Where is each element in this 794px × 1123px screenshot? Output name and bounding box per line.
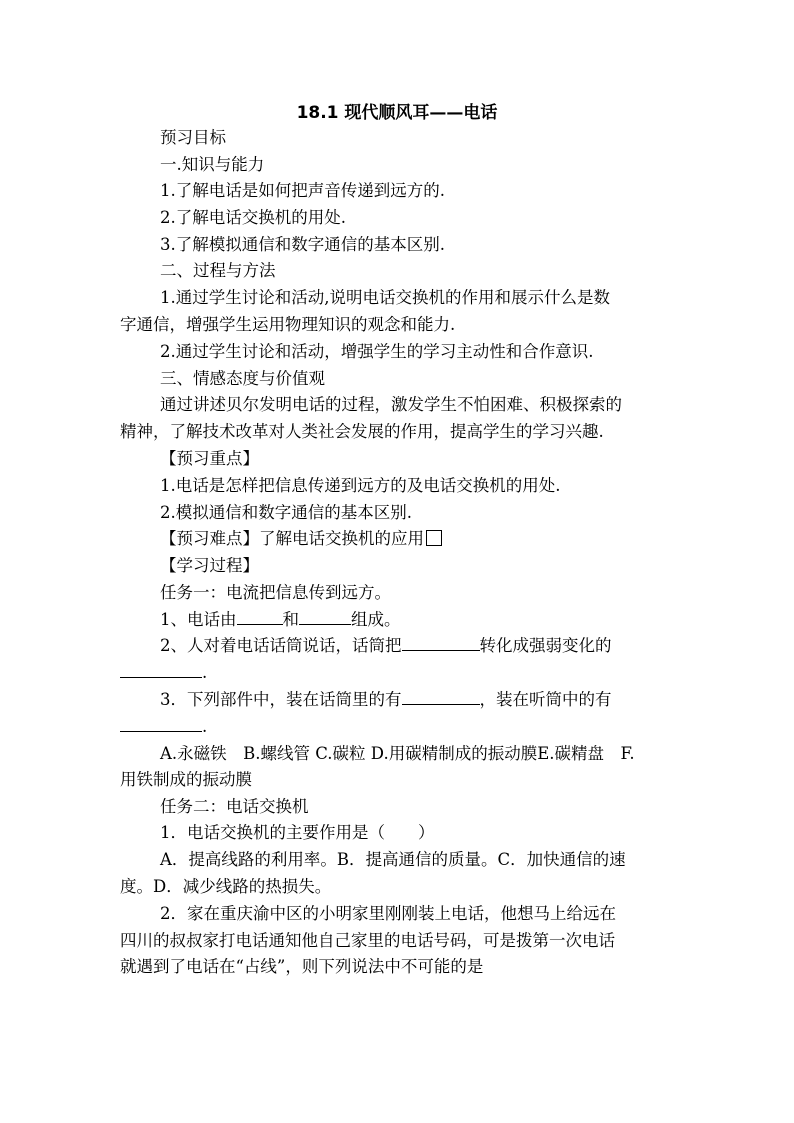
- section-values-heading: 三、情感态度与价值观: [160, 369, 325, 388]
- difficulty-line: [160, 526, 442, 552]
- process-item-1-line-2: 字通信，增强学生运用物理知识的观念和能力.: [120, 315, 456, 334]
- knowledge-item-2: 2.了解电话交换机的用处.: [160, 208, 346, 227]
- answer-blank[interactable]: [402, 688, 480, 705]
- task-2-question-1: 1．电话交换机的主要作用是（ ）: [160, 823, 435, 842]
- checkbox-square-icon: [426, 530, 442, 546]
- question-2-end: .: [202, 663, 208, 682]
- task-2-question-2-line-2: 四川的叔叔家打电话通知他自己家里的电话号码，可是拨第一次电话: [120, 931, 615, 950]
- task-1-heading: 任务一：电流把信息传到远方。: [160, 583, 391, 602]
- section-knowledge-heading: 一.知识与能力: [160, 155, 265, 174]
- question-1: [160, 607, 401, 633]
- preview-goal-heading: 预习目标: [160, 128, 226, 147]
- values-paragraph-line-2: 精神，了解技术改革对人类社会发展的作用，提高学生的学习兴趣.: [120, 422, 604, 441]
- key-point-1: 1.电话是怎样把信息传递到远方的及电话交换机的用处.: [160, 476, 561, 495]
- key-points-heading: 【预习重点】: [160, 449, 259, 468]
- task-2-question-1-options-line-2: 度。D．减少线路的热损失。: [120, 877, 332, 896]
- task-2-question-1-options-line-1: A．提高线路的利用率。B．提高通信的质量。C．加快通信的速: [160, 850, 626, 869]
- knowledge-item-1: 1.了解电话是如何把声音传递到远方的.: [160, 181, 445, 200]
- page-title: 18.1 现代顺风耳——电话: [296, 103, 498, 123]
- section-process-heading: 二、过程与方法: [160, 261, 276, 280]
- question-1-part-a: 1、电话由: [160, 610, 237, 629]
- question-3-part-b: ，装在听筒中的有: [479, 690, 612, 709]
- task-2-question-2-line-3: 就遇到了电话在“占线”，则下列说法中不可能的是: [120, 957, 484, 976]
- answer-blank[interactable]: [402, 634, 480, 651]
- question-2-part-b: 转化成强弱变化的: [479, 636, 612, 655]
- question-3-continued: [120, 714, 207, 740]
- answer-blank[interactable]: [237, 608, 283, 625]
- question-2-continued: [120, 660, 207, 686]
- answer-blank[interactable]: [120, 715, 202, 732]
- process-item-2: 2.通过学生讨论和活动，增强学生的学习主动性和合作意识.: [160, 342, 594, 361]
- answer-blank[interactable]: [299, 608, 351, 625]
- difficulty-text: 【预习难点】了解电话交换机的应用: [160, 529, 424, 548]
- question-3: [160, 687, 612, 713]
- task-2-question-2-line-1: 2．家在重庆渝中区的小明家里刚刚装上电话，他想马上给远在: [160, 904, 616, 923]
- question-3-part-a: 3．下列部件中，装在话筒里的有: [160, 690, 402, 709]
- process-item-1-line-1: 1.通过学生讨论和活动,说明电话交换机的作用和展示什么是数: [160, 288, 610, 307]
- options-line-2: 用铁制成的振动膜: [120, 770, 252, 789]
- question-2: [160, 633, 612, 659]
- answer-blank[interactable]: [120, 661, 202, 678]
- key-point-2: 2.模拟通信和数字通信的基本区别.: [160, 503, 412, 522]
- values-paragraph-line-1: 通过讲述贝尔发明电话的过程，激发学生不怕困难、积极探索的: [160, 395, 622, 414]
- knowledge-item-3: 3.了解模拟通信和数字通信的基本区别.: [160, 235, 445, 254]
- task-2-heading: 任务二：电话交换机: [160, 797, 309, 816]
- question-1-part-c: 组成。: [351, 610, 401, 629]
- question-2-part-a: 2、人对着电话话筒说话，话筒把: [160, 636, 402, 655]
- question-3-end: .: [202, 717, 208, 736]
- learning-process-heading: 【学习过程】: [160, 556, 259, 575]
- options-line-1: A.永磁铁 B.螺线管 C.碳粒 D.用碳精制成的振动膜E.碳精盘 F.: [160, 744, 635, 763]
- question-1-part-b: 和: [282, 610, 299, 629]
